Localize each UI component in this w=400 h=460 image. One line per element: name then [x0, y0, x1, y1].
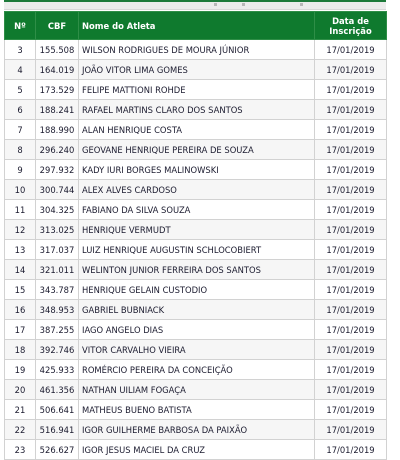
- cell-registration-date: 17/01/2019: [315, 40, 387, 60]
- cell-number: 12: [5, 220, 36, 240]
- cell-cbf: 321.011: [36, 260, 79, 280]
- cell-registration-date: 17/01/2019: [315, 240, 387, 260]
- cell-cbf: 516.941: [36, 420, 79, 440]
- column-header-athlete-name: Nome do Atleta: [79, 12, 315, 40]
- cell-cbf: 317.037: [36, 240, 79, 260]
- truncated-header-bar: [4, 0, 386, 10]
- cell-athlete-name: IAGO ANGELO DIAS: [79, 320, 315, 340]
- table-row: [5, 180, 387, 200]
- table-row: [5, 320, 387, 340]
- cell-athlete-name: FELIPE MATTIONI ROHDE: [79, 80, 315, 100]
- cell-athlete-name: IGOR JESUS MACIEL DA CRUZ: [79, 440, 315, 460]
- cell-number: 3: [5, 40, 36, 60]
- cell-registration-date: 17/01/2019: [315, 320, 387, 340]
- cell-athlete-name: ALEX ALVES CARDOSO: [79, 180, 315, 200]
- table-row: [5, 40, 387, 60]
- cell-registration-date: 17/01/2019: [315, 300, 387, 320]
- cell-registration-date: 17/01/2019: [315, 60, 387, 80]
- cell-number: 23: [5, 440, 36, 460]
- cell-registration-date: 17/01/2019: [315, 340, 387, 360]
- table-row: [5, 400, 387, 420]
- column-header-number: Nº: [5, 12, 36, 40]
- table-row: [5, 300, 387, 320]
- cell-cbf: 313.025: [36, 220, 79, 240]
- cell-registration-date: 17/01/2019: [315, 440, 387, 460]
- header-row: [5, 12, 387, 40]
- cell-cbf: 343.787: [36, 280, 79, 300]
- table-row: [5, 220, 387, 240]
- separator-dot: [242, 3, 245, 6]
- cell-number: 8: [5, 140, 36, 160]
- table-row: [5, 440, 387, 460]
- cell-athlete-name: GABRIEL BUBNIACK: [79, 300, 315, 320]
- table-row: [5, 380, 387, 400]
- cell-cbf: 526.627: [36, 440, 79, 460]
- table-row: [5, 60, 387, 80]
- cell-cbf: 425.933: [36, 360, 79, 380]
- table-row: [5, 160, 387, 180]
- cell-cbf: 297.932: [36, 160, 79, 180]
- cell-athlete-name: HENRIQUE GELAIN CUSTODIO: [79, 280, 315, 300]
- table-row: [5, 100, 387, 120]
- athletes-table: [4, 11, 387, 460]
- cell-registration-date: 17/01/2019: [315, 180, 387, 200]
- cell-number: 17: [5, 320, 36, 340]
- table-row: [5, 120, 387, 140]
- cell-number: 6: [5, 100, 36, 120]
- cell-registration-date: 17/01/2019: [315, 100, 387, 120]
- cell-number: 15: [5, 280, 36, 300]
- cell-registration-date: 17/01/2019: [315, 200, 387, 220]
- column-header-cbf: CBF: [36, 12, 79, 40]
- cell-cbf: 387.255: [36, 320, 79, 340]
- cell-athlete-name: JOÃO VITOR LIMA GOMES: [79, 60, 315, 80]
- cell-number: 13: [5, 240, 36, 260]
- cell-number: 14: [5, 260, 36, 280]
- cell-athlete-name: ROMÉRCIO PEREIRA DA CONCEIÇÃO: [79, 360, 315, 380]
- cell-registration-date: 17/01/2019: [315, 260, 387, 280]
- cell-cbf: 304.325: [36, 200, 79, 220]
- cell-cbf: 300.744: [36, 180, 79, 200]
- cell-number: 11: [5, 200, 36, 220]
- cell-cbf: 348.953: [36, 300, 79, 320]
- table-row: [5, 80, 387, 100]
- cell-athlete-name: LUIZ HENRIQUE AUGUSTIN SCHLOCOBIERT: [79, 240, 315, 260]
- cell-number: 16: [5, 300, 36, 320]
- cell-registration-date: 17/01/2019: [315, 400, 387, 420]
- cell-number: 21: [5, 400, 36, 420]
- separator-dot: [300, 3, 303, 6]
- cell-number: 10: [5, 180, 36, 200]
- cell-number: 22: [5, 420, 36, 440]
- cell-number: 5: [5, 80, 36, 100]
- table-row: [5, 420, 387, 440]
- cell-cbf: 392.746: [36, 340, 79, 360]
- cell-registration-date: 17/01/2019: [315, 120, 387, 140]
- cell-registration-date: 17/01/2019: [315, 220, 387, 240]
- separator-dot: [214, 3, 217, 6]
- column-header-registration-date: Data de Inscrição: [315, 12, 387, 40]
- table-header: [5, 12, 387, 40]
- cell-registration-date: 17/01/2019: [315, 360, 387, 380]
- table-row: [5, 200, 387, 220]
- cell-number: 19: [5, 360, 36, 380]
- cell-cbf: 188.990: [36, 120, 79, 140]
- table-row: [5, 360, 387, 380]
- cell-registration-date: 17/01/2019: [315, 140, 387, 160]
- cell-number: 18: [5, 340, 36, 360]
- cell-athlete-name: GEOVANE HENRIQUE PEREIRA DE SOUZA: [79, 140, 315, 160]
- cell-registration-date: 17/01/2019: [315, 420, 387, 440]
- cell-cbf: 461.356: [36, 380, 79, 400]
- cell-athlete-name: WILSON RODRIGUES DE MOURA JÚNIOR: [79, 40, 315, 60]
- table-row: [5, 260, 387, 280]
- cell-registration-date: 17/01/2019: [315, 80, 387, 100]
- table-row: [5, 140, 387, 160]
- cell-athlete-name: VITOR CARVALHO VIEIRA: [79, 340, 315, 360]
- cell-athlete-name: KADY IURI BORGES MALINOWSKI: [79, 160, 315, 180]
- table-row: [5, 340, 387, 360]
- cell-registration-date: 17/01/2019: [315, 280, 387, 300]
- cell-athlete-name: RAFAEL MARTINS CLARO DOS SANTOS: [79, 100, 315, 120]
- cell-number: 9: [5, 160, 36, 180]
- cell-athlete-name: MATHEUS BUENO BATISTA: [79, 400, 315, 420]
- table-body: [5, 40, 387, 460]
- table-row: [5, 280, 387, 300]
- cell-number: 20: [5, 380, 36, 400]
- cell-cbf: 188.241: [36, 100, 79, 120]
- cell-registration-date: 17/01/2019: [315, 160, 387, 180]
- cell-cbf: 173.529: [36, 80, 79, 100]
- cell-athlete-name: HENRIQUE VERMUDT: [79, 220, 315, 240]
- cell-registration-date: 17/01/2019: [315, 380, 387, 400]
- cell-number: 4: [5, 60, 36, 80]
- cell-athlete-name: FABIANO DA SILVA SOUZA: [79, 200, 315, 220]
- cell-cbf: 296.240: [36, 140, 79, 160]
- cell-athlete-name: IGOR GUILHERME BARBOSA DA PAIXÃO: [79, 420, 315, 440]
- table-row: [5, 240, 387, 260]
- cell-cbf: 506.641: [36, 400, 79, 420]
- cell-cbf: 164.019: [36, 60, 79, 80]
- cell-athlete-name: ALAN HENRIQUE COSTA: [79, 120, 315, 140]
- cell-athlete-name: NATHAN UILIAM FOGAÇA: [79, 380, 315, 400]
- cell-cbf: 155.508: [36, 40, 79, 60]
- cell-athlete-name: WELINTON JUNIOR FERREIRA DOS SANTOS: [79, 260, 315, 280]
- cell-number: 7: [5, 120, 36, 140]
